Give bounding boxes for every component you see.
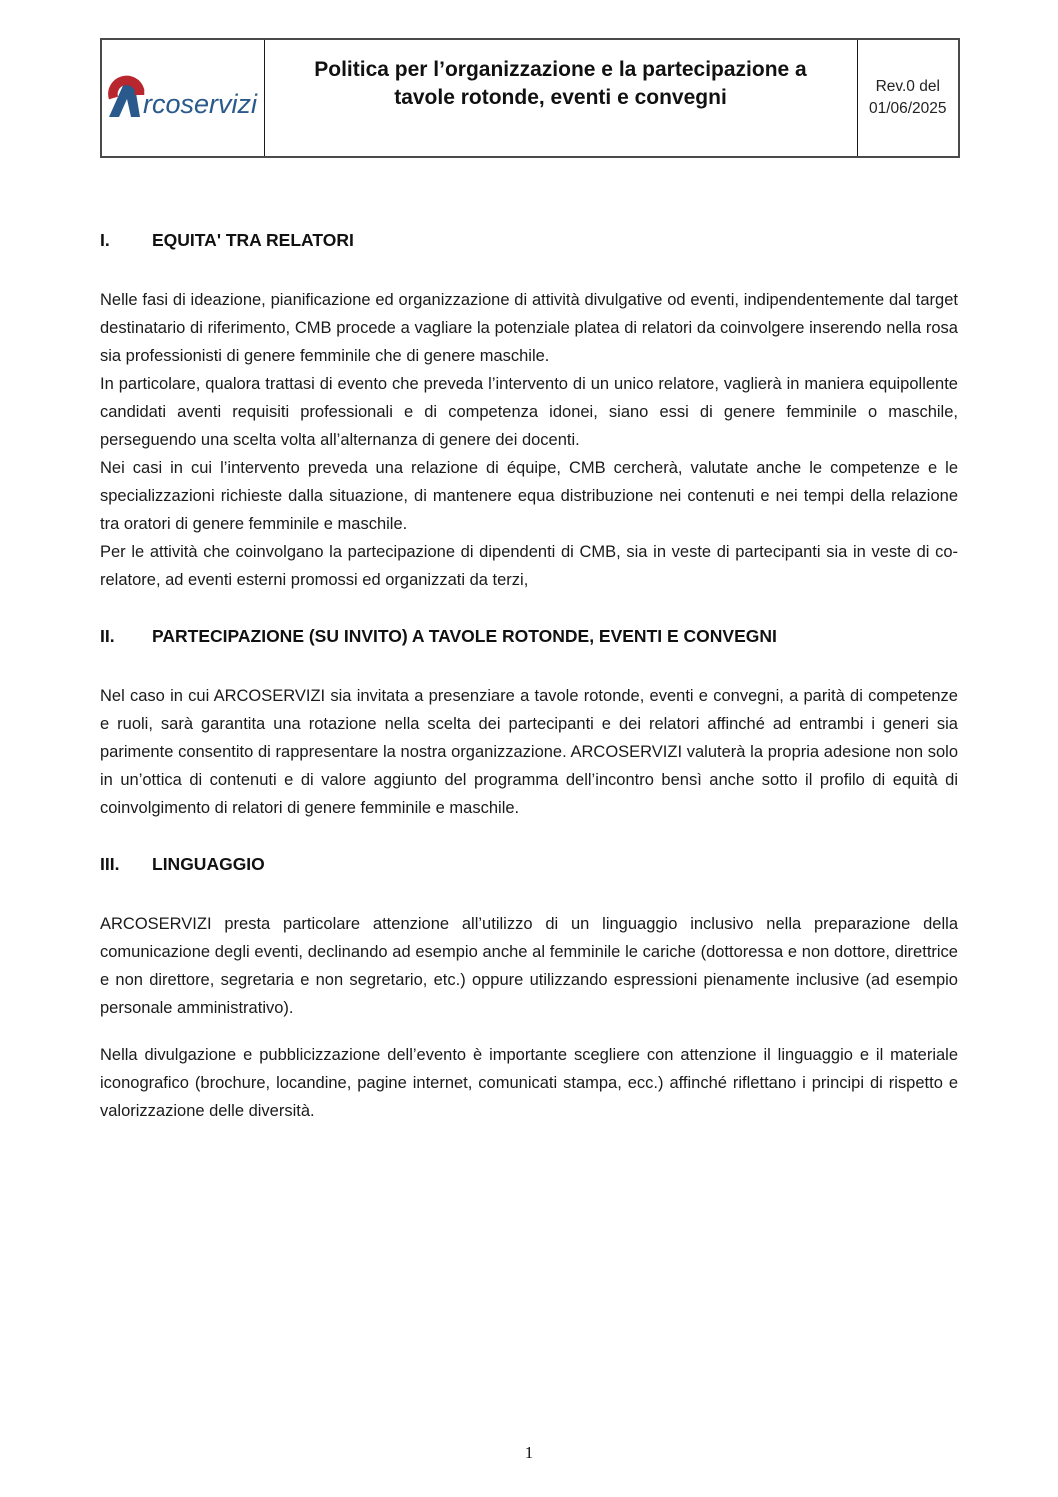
document-title: Politica per l’organizzazione e la partecipazione a tavole rotonde, eventi e convegni [314,58,807,109]
section-number: II. [100,626,115,646]
section-linguaggio [100,852,958,1125]
paragraph: Nelle fasi di ideazione, pianificazione ed organizzazione di attività divulgative od eventi, indipendentemente dal target destinatario di riferimento, CMB procede a vagliare la potenziale platea di relatori da coinvolgere inserendo nella rosa sia professionisti di genere femminile che di genere maschile. [100,291,958,365]
paragraph: Nel caso in cui ARCOSERVIZI sia invitata a presenziare a tavole rotonde, eventi e convegni, a parità di competenze e ruoli, sarà garantita una rotazione nella scelta dei partecipanti e dei relatori affinché ad entrambi i generi sia parimente consentito di rappresentare la nostra organizzazione. ARCOSERVIZI valuterà la propria adesione non solo in un’ottica di contenuti e di valore aggiunto del programma dell’incontro bensì anche sotto il profilo di equità di coinvolgimento di relatori di genere femminile e maschile. [100,687,958,817]
paragraph: ARCOSERVIZI presta particolare attenzione all’utilizzo di un linguaggio inclusivo nella preparazione della comunicazione degli eventi, declinando ad esempio anche al femminile le cariche (dottoressa e non dottore, direttrice e non direttore, segretaria e non segretario, etc.) oppure utilizzando espressioni pienamente inclusive (ad esempio personale amministrativo). [100,915,958,1017]
section-heading [100,228,958,252]
document-title-cell [264,39,857,157]
document-header-table [100,38,960,158]
section-partecipazione [100,624,958,822]
logo-text: rcoservizi [142,88,257,119]
section-title: PARTECIPAZIONE (SU INVITO) A TAVOLE ROTONDE, EVENTI E CONVEGNI [152,626,777,646]
section-heading [100,624,958,648]
section-heading [100,852,958,876]
paragraph: Per le attività che coinvolgano la partecipazione di dipendenti di CMB, sia in veste di partecipanti sia in veste di co-relatore, ad eventi esterni promossi ed organizzati da terzi, [100,543,958,589]
section-title: LINGUAGGIO [152,854,265,874]
section-title: EQUITA' TRA RELATORI [152,230,354,250]
logo-cell [101,39,264,157]
section-number: III. [100,854,120,874]
paragraph: Nella divulgazione e pubblicizzazione dell’evento è importante scegliere con attenzione il linguaggio e il materiale iconografico (brochure, locandine, pagine internet, comunicati stampa, ecc.) affinché riflettano i principi di rispetto e valorizzazione delle diversità. [100,1046,958,1120]
paragraph: In particolare, qualora trattasi di evento che preveda l’intervento di un unico relatore, vaglierà in maniera equipollente candidati aventi requisiti professionali e di competenza idonei, siano essi di genere femminile o maschile, perseguendo una scelta volta all’alternanza di genere dei docenti. [100,375,958,449]
arcoservizi-logo [108,71,258,121]
revision-date: 01/06/2025 [868,100,947,117]
section-number: I. [100,230,110,250]
revision-cell [857,39,959,157]
revision-label: Rev.0 del [875,78,940,95]
paragraph: Nei casi in cui l’intervento preveda una relazione di équipe, CMB cercherà, valutate anche le competenze e le specializzazioni richieste dalla situazione, di mantenere equa distribuzione nei contenuti e nei tempi della relazione tra oratori di genere femminile e maschile. [100,459,958,533]
section-equita-tra-relatori [100,228,958,594]
page-number: 1 [524,1443,534,1462]
